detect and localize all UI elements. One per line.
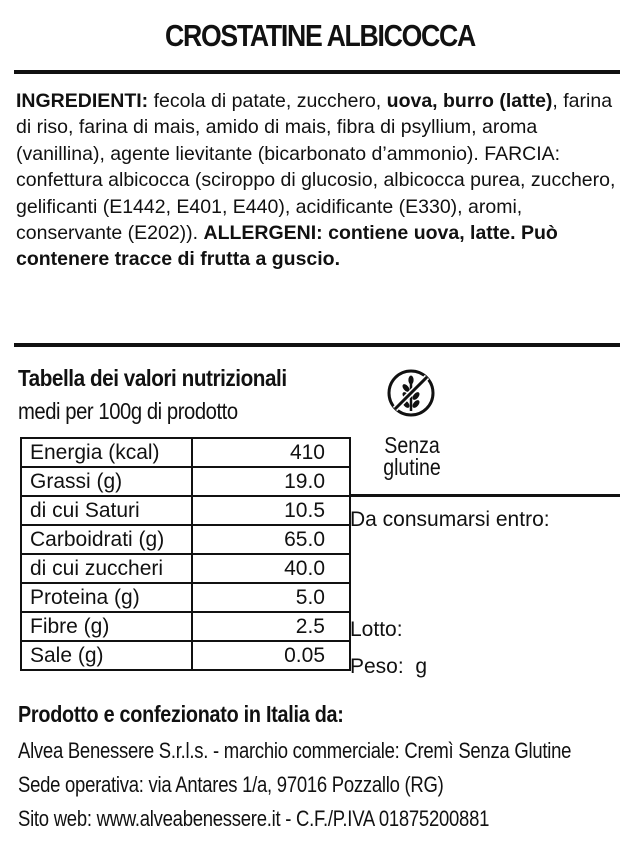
table-row [21, 612, 350, 641]
weight-label: Peso: g [350, 655, 428, 678]
ingredients-text [16, 88, 616, 273]
middle-divider [14, 343, 620, 347]
gluten-free-label-line1: Senza [384, 432, 440, 458]
table-row [21, 467, 350, 496]
table-row [21, 496, 350, 525]
side-divider [349, 494, 620, 497]
gluten-free-icon [386, 368, 436, 418]
nutrient-label: Energia (kcal) [21, 438, 192, 467]
table-row [21, 641, 350, 670]
nutrient-value: 65.0 [192, 525, 350, 554]
nutrient-value: 5.0 [192, 583, 350, 612]
nutrient-label: Proteina (g) [21, 583, 192, 612]
product-title: CROSTATINE ALBICOCCA [165, 18, 475, 53]
nutrient-value: 19.0 [192, 467, 350, 496]
nutrient-label: di cui Saturi [21, 496, 192, 525]
producer-website: Sito web: www.alveabenessere.it - C.F./P.IVA 01875200881 [18, 806, 490, 831]
producer-name: Alvea Benessere S.r.l.s. - marchio commerciale: Cremì Senza Glutine [18, 738, 572, 763]
ingredients-bold-allergen: uova, burro (latte) [386, 90, 553, 112]
nutrient-label: di cui zuccheri [21, 554, 192, 583]
table-row [21, 583, 350, 612]
producer-heading: Prodotto e confezionato in Italia da: [18, 701, 344, 727]
producer-address: Sede operativa: via Antares 1/a, 97016 Pozzallo (RG) [18, 772, 444, 797]
nutrient-value: 0.05 [192, 641, 350, 670]
lot-label: Lotto: [350, 618, 403, 641]
expiry-label: Da consumarsi entro: [350, 508, 550, 531]
gluten-free-label-line2: glutine [383, 454, 441, 480]
nutrient-label: Grassi (g) [21, 467, 192, 496]
nutrient-label: Fibre (g) [21, 612, 192, 641]
nutrient-label: Carboidrati (g) [21, 525, 192, 554]
ingredients-part-2: , farina di riso, farina di mais, amido di mais, fibra di psyllium, aroma (vanillina), agente lievitante (bicarbonato d’ammonio). FARCIA: confettura albicocca (sciroppo di glucosio, albicocca purea, zucchero, gelificanti (E1442, E401, E440), acidificante (E330), aromi, conservante (E202)). [16, 90, 616, 245]
table-row [21, 525, 350, 554]
gluten-free-label [378, 434, 446, 478]
top-divider [14, 70, 620, 74]
nutrient-value: 10.5 [192, 496, 350, 525]
table-row [21, 438, 350, 467]
nutrient-value: 410 [192, 438, 350, 467]
allergens-statement: ALLERGENI: contiene uova, latte. Può contenere tracce di frutta a guscio. [16, 222, 558, 271]
nutrition-subtitle: medi per 100g di prodotto [18, 398, 238, 424]
nutrient-value: 2.5 [192, 612, 350, 641]
table-row [21, 554, 350, 583]
nutrient-value: 40.0 [192, 554, 350, 583]
nutrient-label: Sale (g) [21, 641, 192, 670]
ingredients-label: INGREDIENTI: [16, 90, 149, 112]
ingredients-part-1: fecola di patate, zucchero, [148, 90, 387, 112]
nutrition-table [20, 437, 351, 671]
nutrition-title: Tabella dei valori nutrizionali [18, 365, 287, 391]
